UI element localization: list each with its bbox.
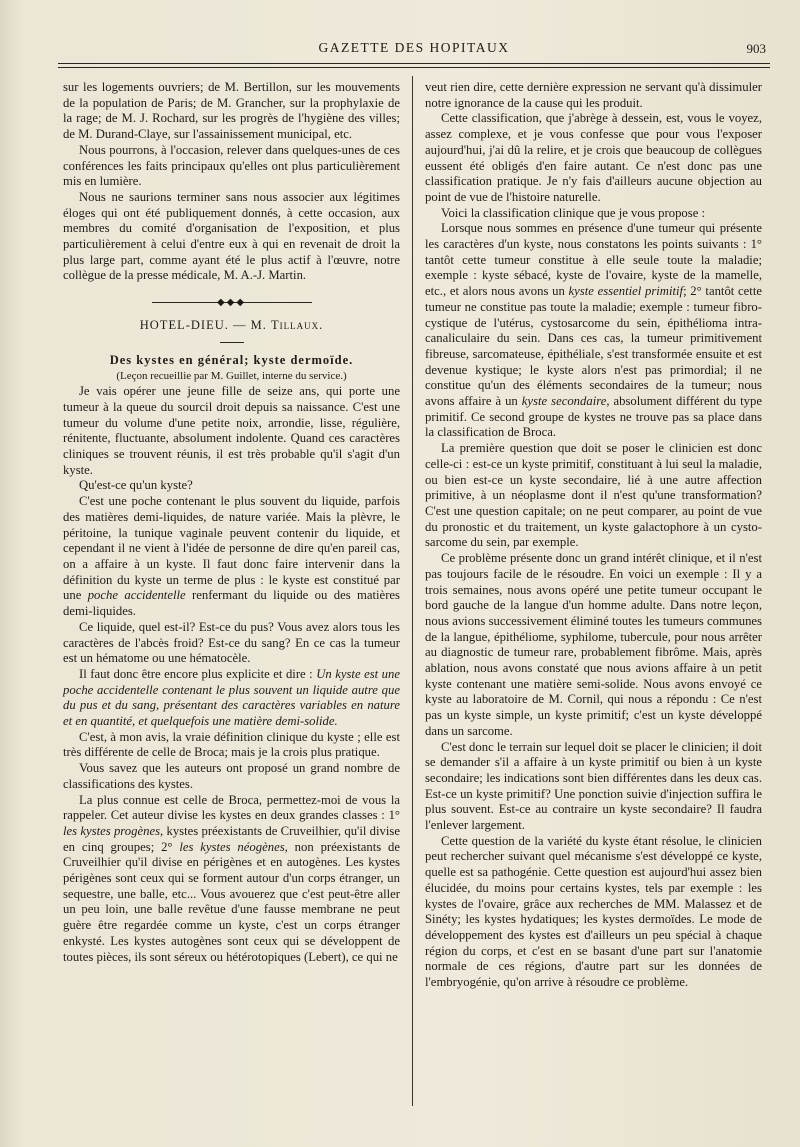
heading-dash: — M.: [228, 318, 271, 333]
heading-rule: [220, 342, 244, 343]
lecture-title: Des kystes en général; kyste dermoïde.: [109, 352, 354, 367]
paragraph: C'est donc le terrain sur lequel doit se placer le clinicien; il doit se demander s'il a affaire à un kyste primitif ou bien à un kyste secondaire; les indications sont bien différentes dans les deux cas. Est-ce un kyste primitif? Une ponction suivie d'injection suffira le plus souvent. Est-ce au contraire un kyste secondaire? Il faudra l'enlever largement.: [425, 739, 762, 833]
left-column: [63, 80, 400, 965]
hospital-name: HOTEL-DIEU.: [139, 318, 229, 333]
paragraph: Ce liquide, quel est-il? Est-ce du pus? Vous avez alors tous les caractères de l'abcès froid? Est-ce du sang? En ce cas la tumeur est un hématome ou une hématocèle.: [63, 619, 400, 666]
page-number: 903: [746, 41, 766, 56]
column-divider: [412, 76, 413, 1106]
section-heading: [63, 318, 400, 334]
paragraph: C'est, à mon avis, la vraie définition clinique du kyste ; elle est très différente de celle de Broca; mais je la crois plus pratique.: [63, 729, 400, 760]
paragraph: veut rien dire, cette dernière expression ne servant qu'à dissimuler notre ignorance de la cause qui les produit.: [425, 80, 762, 110]
lecture-note: (Leçon recueillie par M. Guillet, interne du service.): [116, 369, 347, 382]
paragraph: sur les logements ouvriers; de M. Bertillon, sur les mouvements de la population de Paris; de M. Grancher, sur la prophylaxie de la rage; de M. J. Rochard, sur les progrès de l'hygiène des villes; de M. Durand-Claye, sur l'assainissement municipal, etc.: [63, 80, 400, 142]
paragraph: Voici la classification clinique que je vous propose :: [441, 205, 706, 220]
paragraph: Vous savez que les auteurs ont proposé un grand nombre de classifications des kystes.: [63, 761, 400, 791]
paragraph: Qu'est-ce qu'un kyste?: [79, 478, 193, 493]
journal-title: GAZETTE DES HOPITAUX: [318, 40, 510, 55]
paragraph: Il faut donc être encore plus explicite et dire : Un kyste est une poche accidentelle contenant le plus souvent un liquide autre que du pus et du sang, présentant des caractères variables en nature et en quantité, et quelquefois une matière demi-solide.: [63, 666, 400, 729]
paragraph: Je vais opérer une jeune fille de seize ans, qui porte une tumeur à la queue du sourcil droit depuis sa naissance. C'est une tumeur du volume d'une petite noix, arrondie, lisse, régulière, rénitente, fluctuante, absolument indolente. Quand ces caractères cliniques se trouvent réunis, il est très probable qu'il s'agit d'un kyste.: [63, 384, 400, 477]
paragraph: Nous ne saurions terminer sans nous associer aux légitimes éloges qui ont été publiquement donnés, à cette occasion, aux membres du comité d'organisation de l'exposition, et plus particulièrement à celui d'entre eux à qui en revenait de droit la plus large part, comme ayant été le plus actif à l'œuvre, notre collègue de la presse médicale, M. A.-J. Martin.: [63, 189, 400, 283]
doctor-name: Tillaux.: [270, 318, 324, 333]
paragraph: Cette question de la variété du kyste étant résolue, le clinicien peut rechercher suivant quel mécanisme s'est développé ce kyste, quelle est sa pathogénie. Cette question est aujourd'hui assez bien élucidée, du moins pour certains kystes, tels par exemple : les kystes de l'ovaire, grâce aux recherches de MM. Malassez et de Sinéty; les kystes hydatiques; les kystes dermoïdes. Le mode de développement des kystes est d'ailleurs un peu spécial à chaque région du corps, et c'est en se basant d'une part sur l'anatomie normale de ces régions, d'autre part sur les données de l'embryogénie, qu'on arrive à résoudre ce problème.: [425, 833, 762, 990]
paragraph: Cette classification, que j'abrège à dessein, est, vous le voyez, assez complexe, et je vous confesse que pour vous l'exposer aujourd'hui, j'ai dû la relire, et je crois que beaucoup de collègues eussent été obligés d'en faire autant. Ce n'est donc pas une classification pratique. Je n'y fais d'ailleurs aucune objection au point de vue de l'histoire naturelle.: [425, 111, 762, 204]
paragraph: La plus connue est celle de Broca, permettez-moi de vous la rappeler. Cet auteur divise les kystes en deux grandes classes : 1° les kystes progènes, kystes préexistants de Cruveilhier, qu'il divise en cinq groupes; 2° les kystes néogènes, non préexistants de Cruveilhier qu'il divise en périgènes et en autogènes. Les kystes périgènes sont ceux qui se forment autour d'un corps étranger, un sequestre, une balle, etc... Vous avouerez que c'est peut-être aller un peu loin, une balle revêtue d'une fausse membrane ne peut guère être regardée comme un kyste, c'est un corps étranger enkysté. Les kystes autogènes sont ceux qui se développent de toutes pièces, ils sont séreux ou hétérotopiques (Lebert), ce qui ne: [63, 792, 400, 964]
paragraph: La première question que doit se poser le clinicien est donc celle-ci : est-ce un kyste primitif, constituant à lui seul la maladie, ou bien est-ce un kyste secondaire, lié à une autre affection primitive, à un néoplasme dont il n'est qu'une transformation? C'est une question capitale; on ne peut comparer, au point de vue du pronostic et du traitement, un kyste galactophore à un cysto-sarcome du sein, par exemple.: [425, 441, 762, 550]
header-rule-top: [58, 63, 770, 64]
paragraph: Nous pourrons, à l'occasion, relever dans quelques-unes de ces conférences les faits principaux qu'elles ont plus particulièrement mis en lumière.: [63, 142, 400, 189]
right-column: [425, 80, 762, 991]
paragraph: Lorsque nous sommes en présence d'une tumeur qui présente les caractères d'un kyste, nous constatons les points suivants : 1° tantôt cette tumeur constitue à elle seule toute la maladie; exemple : kyste sébacé, kyste de l'ovaire, kyste de la mamelle, etc., et alors nous avons un kyste essentiel primitif; 2° tantôt cette tumeur ne constitue pas toute la maladie; exemple : tumeur fibro-cystique de l'utérus, cystosarcome du sein, épithélioma intra-canaliculaire du sein. Dans ces cas, la tumeur primitivement fibreuse, sarcomateuse, épithéliale, s'est transformée ensuite et est devenue kystique; le kyste alors n'est pas primordial; il ne constitue qu'un des éléments secondaires de la tumeur; nous avons affaire à un kyste secondaire, absolument différent du type primitif. Ce second groupe de kystes ne trouve pas sa place dans la classification de Broca.: [425, 221, 762, 440]
paragraph: C'est une poche contenant le plus souvent du liquide, parfois des matières demi-liquides, de nature variée. Mais la plèvre, le péritoine, la tunique vaginale peuvent contenir du liquide, et cependant il ne vient à l'idée de personne de dire qu'en pareil cas, on a affaire à un kyste. Il faut donc faire intervenir dans la définition du kyste un terme de plus : le kyste est constitué par une poche accidentelle renfermant du liquide ou des matières demi-liquides.: [63, 494, 400, 619]
page-header: [58, 40, 770, 62]
header-rule-bottom: [58, 67, 770, 68]
paragraph: Ce problème présente donc un grand intérêt clinique, et il n'est pas toujours facile de le résoudre. En voici un exemple : Il y a trois semaines, nous avons opéré une petite tumeur occupant le bord gauche de la langue d'un homme adulte. Dans notre leçon, nous avions successivement éliminé toutes les tumeurs communes de la langue, épithéliome, syphilome, tubercule, pour nous arrêter au diagnostic de tumeur rare, probablement fibrôme. Mais, après ablation, nous avons constaté que nous avions affaire à un petit kyste contenant une matière semi-solide. Nous avons envoyé ce kyste au laboratoire de M. Cornil, qui nous a répondu : Ce n'est pas un kyste simple, un kyste primitif; c'est un kyste développé dans un sarcome.: [425, 551, 762, 738]
section-separator: ◆◆◆: [152, 300, 312, 304]
